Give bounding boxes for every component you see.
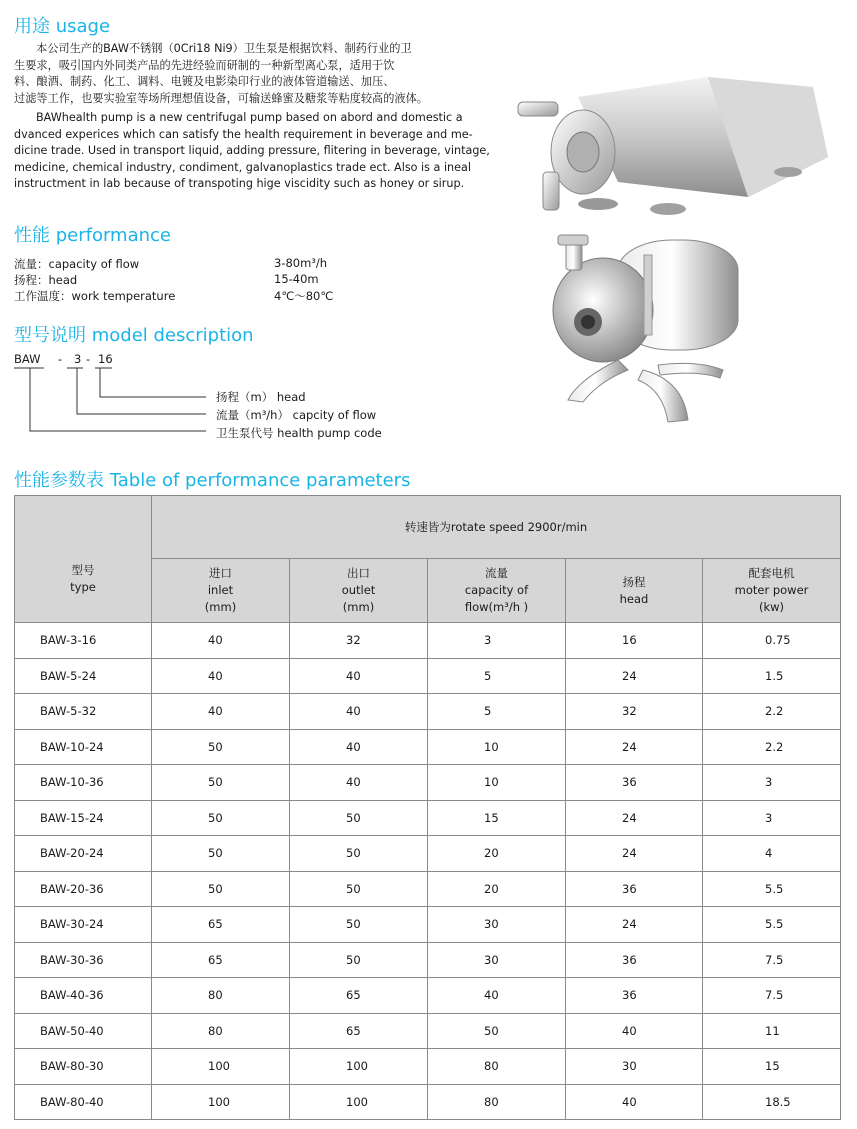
header-speed: 转速皆为rotate speed 2900r/min <box>152 496 841 559</box>
header-outlet <box>290 559 428 623</box>
pump-photo-horizontal <box>508 72 833 222</box>
cell-head: 24 <box>566 907 703 943</box>
table-row <box>15 907 841 943</box>
cell-capacity: 20 <box>428 871 566 907</box>
header-inlet-unit: (mm) <box>204 600 237 614</box>
cell-type: BAW-10-36 <box>15 765 152 801</box>
table-row <box>15 800 841 836</box>
performance-value-flow: 3-80m³/h <box>274 256 328 270</box>
table-row <box>15 1084 841 1120</box>
header-type-en: type <box>70 580 96 594</box>
cell-inlet: 50 <box>152 800 290 836</box>
cell-head: 32 <box>566 694 703 730</box>
cell-type: BAW-3-16 <box>15 623 152 659</box>
header-motor-power-en: moter power <box>734 583 809 597</box>
cell-outlet: 65 <box>290 978 428 1014</box>
cell-capacity: 5 <box>428 658 566 694</box>
performance-label-flow: 流量：capacity of flow <box>14 257 140 271</box>
header-capacity-unit: flow(m³/h ) <box>464 600 529 614</box>
performance-value-temperature: 4℃～80℃ <box>274 289 334 303</box>
cell-head: 24 <box>566 836 703 872</box>
cell-type: BAW-5-24 <box>15 658 152 694</box>
cell-motor-power: 2.2 <box>703 729 841 765</box>
cell-type: BAW-50-40 <box>15 1013 152 1049</box>
cell-type: BAW-15-24 <box>15 800 152 836</box>
cell-outlet: 40 <box>290 694 428 730</box>
table-row <box>15 1049 841 1085</box>
header-outlet-en: outlet <box>341 583 376 597</box>
model-code-prefix: BAW <box>14 352 41 366</box>
usage-cn-line: 本公司生产的BAW不锈钢（0Cri18 Ni9）卫生泵是根据饮料、制药行业的卫 <box>36 42 412 55</box>
header-head <box>566 559 703 623</box>
cell-inlet: 40 <box>152 623 290 659</box>
cell-motor-power: 11 <box>703 1013 841 1049</box>
performance-table <box>14 495 841 1120</box>
model-legend-flow: 流量（m³/h） capcity of flow <box>216 408 377 422</box>
cell-inlet: 100 <box>152 1049 290 1085</box>
header-capacity-cn: 流量 <box>485 566 508 580</box>
usage-heading: 用途 usage <box>14 16 111 37</box>
cell-outlet: 40 <box>290 729 428 765</box>
table-header-row <box>15 496 841 559</box>
cell-motor-power: 4 <box>703 836 841 872</box>
header-outlet-cn: 出口 <box>347 566 370 580</box>
cell-motor-power: 7.5 <box>703 942 841 978</box>
cell-motor-power: 15 <box>703 1049 841 1085</box>
cell-head: 16 <box>566 623 703 659</box>
cell-capacity: 30 <box>428 907 566 943</box>
cell-inlet: 50 <box>152 765 290 801</box>
header-type-cn: 型号 <box>71 563 95 577</box>
cell-type: BAW-80-40 <box>15 1084 152 1120</box>
cell-capacity: 80 <box>428 1049 566 1085</box>
cell-type: BAW-20-24 <box>15 836 152 872</box>
cell-outlet: 100 <box>290 1049 428 1085</box>
cell-type: BAW-5-32 <box>15 694 152 730</box>
usage-en-line: medicine, chemical industry, condiment, galvanoplastics trade ect. Also is a ineal <box>14 160 471 174</box>
usage-cn-line: 生要求，吸引国内外同类产品的先进经验而研制的一种新型离心泵，适用于饮 <box>14 58 395 72</box>
cell-outlet: 100 <box>290 1084 428 1120</box>
cell-type: BAW-10-24 <box>15 729 152 765</box>
cell-outlet: 50 <box>290 871 428 907</box>
table-heading: 性能参数表 Table of performance parameters <box>14 470 411 491</box>
header-motor-power <box>703 559 841 623</box>
cell-motor-power: 5.5 <box>703 907 841 943</box>
cell-outlet: 65 <box>290 1013 428 1049</box>
cell-head: 30 <box>566 1049 703 1085</box>
cell-type: BAW-40-36 <box>15 978 152 1014</box>
header-outlet-unit: (mm) <box>342 600 375 614</box>
cell-outlet: 32 <box>290 623 428 659</box>
model-code-separator: - <box>86 352 91 366</box>
header-capacity <box>428 559 566 623</box>
model-legend-code: 卫生泵代号 health pump code <box>216 426 382 440</box>
cell-capacity: 5 <box>428 694 566 730</box>
cell-capacity: 10 <box>428 729 566 765</box>
cell-inlet: 65 <box>152 907 290 943</box>
cell-head: 24 <box>566 729 703 765</box>
table-row <box>15 658 841 694</box>
cell-outlet: 40 <box>290 658 428 694</box>
performance-label-temperature: 工作温度：work temperature <box>14 289 176 303</box>
cell-capacity: 80 <box>428 1084 566 1120</box>
cell-outlet: 50 <box>290 942 428 978</box>
cell-outlet: 50 <box>290 836 428 872</box>
table-row <box>15 623 841 659</box>
cell-type: BAW-30-36 <box>15 942 152 978</box>
cell-inlet: 40 <box>152 658 290 694</box>
pump-photo-cylindrical <box>548 230 748 430</box>
table-body <box>15 623 841 1120</box>
header-motor-power-unit: (kw) <box>759 600 785 614</box>
cell-head: 40 <box>566 1084 703 1120</box>
cell-capacity: 30 <box>428 942 566 978</box>
cell-capacity: 40 <box>428 978 566 1014</box>
cell-motor-power: 3 <box>703 765 841 801</box>
performance-value-head: 15-40m <box>274 272 319 286</box>
usage-en-line: instructment in lab because of transpoting hige viscidity such as honey or sirup. <box>14 177 465 190</box>
header-head-en: head <box>619 591 649 606</box>
cell-head: 36 <box>566 871 703 907</box>
cell-head: 36 <box>566 978 703 1014</box>
cell-motor-power: 3 <box>703 800 841 836</box>
cell-capacity: 50 <box>428 1013 566 1049</box>
table-row <box>15 765 841 801</box>
performance-label-head: 扬程：head <box>14 273 78 287</box>
cell-inlet: 40 <box>152 694 290 730</box>
cell-head: 24 <box>566 658 703 694</box>
cell-type: BAW-30-24 <box>15 907 152 943</box>
cell-outlet: 50 <box>290 800 428 836</box>
cell-head: 40 <box>566 1013 703 1049</box>
cell-motor-power: 0.75 <box>703 623 841 659</box>
header-inlet-cn: 进口 <box>209 566 232 580</box>
table-row <box>15 1013 841 1049</box>
header-capacity-en: capacity of <box>464 583 529 597</box>
cell-head: 36 <box>566 765 703 801</box>
cell-motor-power: 2.2 <box>703 694 841 730</box>
table-row <box>15 694 841 730</box>
cell-motor-power: 7.5 <box>703 978 841 1014</box>
table-row <box>15 978 841 1014</box>
cell-capacity: 15 <box>428 800 566 836</box>
cell-motor-power: 1.5 <box>703 658 841 694</box>
usage-en-line: BAWhealth pump is a new centrifugal pump based on abord and domestic a <box>36 111 463 124</box>
cell-inlet: 80 <box>152 1013 290 1049</box>
cell-capacity: 10 <box>428 765 566 801</box>
model-diagram-lines <box>0 0 220 440</box>
cell-inlet: 65 <box>152 942 290 978</box>
cell-type: BAW-20-36 <box>15 871 152 907</box>
model-heading: 型号说明 model description <box>14 325 254 346</box>
cell-capacity: 20 <box>428 836 566 872</box>
header-head-cn: 扬程 <box>622 574 646 589</box>
table-row <box>15 942 841 978</box>
cell-inlet: 50 <box>152 729 290 765</box>
table-row <box>15 729 841 765</box>
performance-heading: 性能 performance <box>14 225 171 246</box>
model-code-separator: - <box>58 352 63 366</box>
model-legend-head: 扬程（m） head <box>216 390 306 404</box>
cell-outlet: 50 <box>290 907 428 943</box>
cell-inlet: 50 <box>152 836 290 872</box>
cell-outlet: 40 <box>290 765 428 801</box>
cell-type: BAW-80-30 <box>15 1049 152 1085</box>
cell-head: 24 <box>566 800 703 836</box>
usage-cn-line: 料、酿酒、制药、化工、调料、电镀及电影染印行业的液体管道输送、加压、 <box>14 75 395 88</box>
cell-inlet: 100 <box>152 1084 290 1120</box>
table-row <box>15 836 841 872</box>
cell-motor-power: 18.5 <box>703 1084 841 1120</box>
usage-en-line: dicine trade. Used in transport liquid, adding pressure, flitering in beverage, vintage, <box>14 144 490 157</box>
header-type <box>15 496 152 623</box>
cell-capacity: 3 <box>428 623 566 659</box>
table-row <box>15 871 841 907</box>
cell-head: 36 <box>566 942 703 978</box>
header-motor-power-cn: 配套电机 <box>748 566 795 580</box>
cell-inlet: 50 <box>152 871 290 907</box>
cell-inlet: 80 <box>152 978 290 1014</box>
usage-en-line: dvanced experices which can satisfy the health requirement in beverage and me- <box>14 127 473 141</box>
model-code-flow: 3 <box>74 352 82 366</box>
cell-motor-power: 5.5 <box>703 871 841 907</box>
header-inlet <box>152 559 290 623</box>
usage-cn-line: 过滤等工作，也要实验室等场所理想值设备，可输送蜂蜜及糖浆等粘度较高的液体。 <box>14 91 428 105</box>
model-code-head: 16 <box>98 352 113 366</box>
header-inlet-en: inlet <box>207 583 234 597</box>
